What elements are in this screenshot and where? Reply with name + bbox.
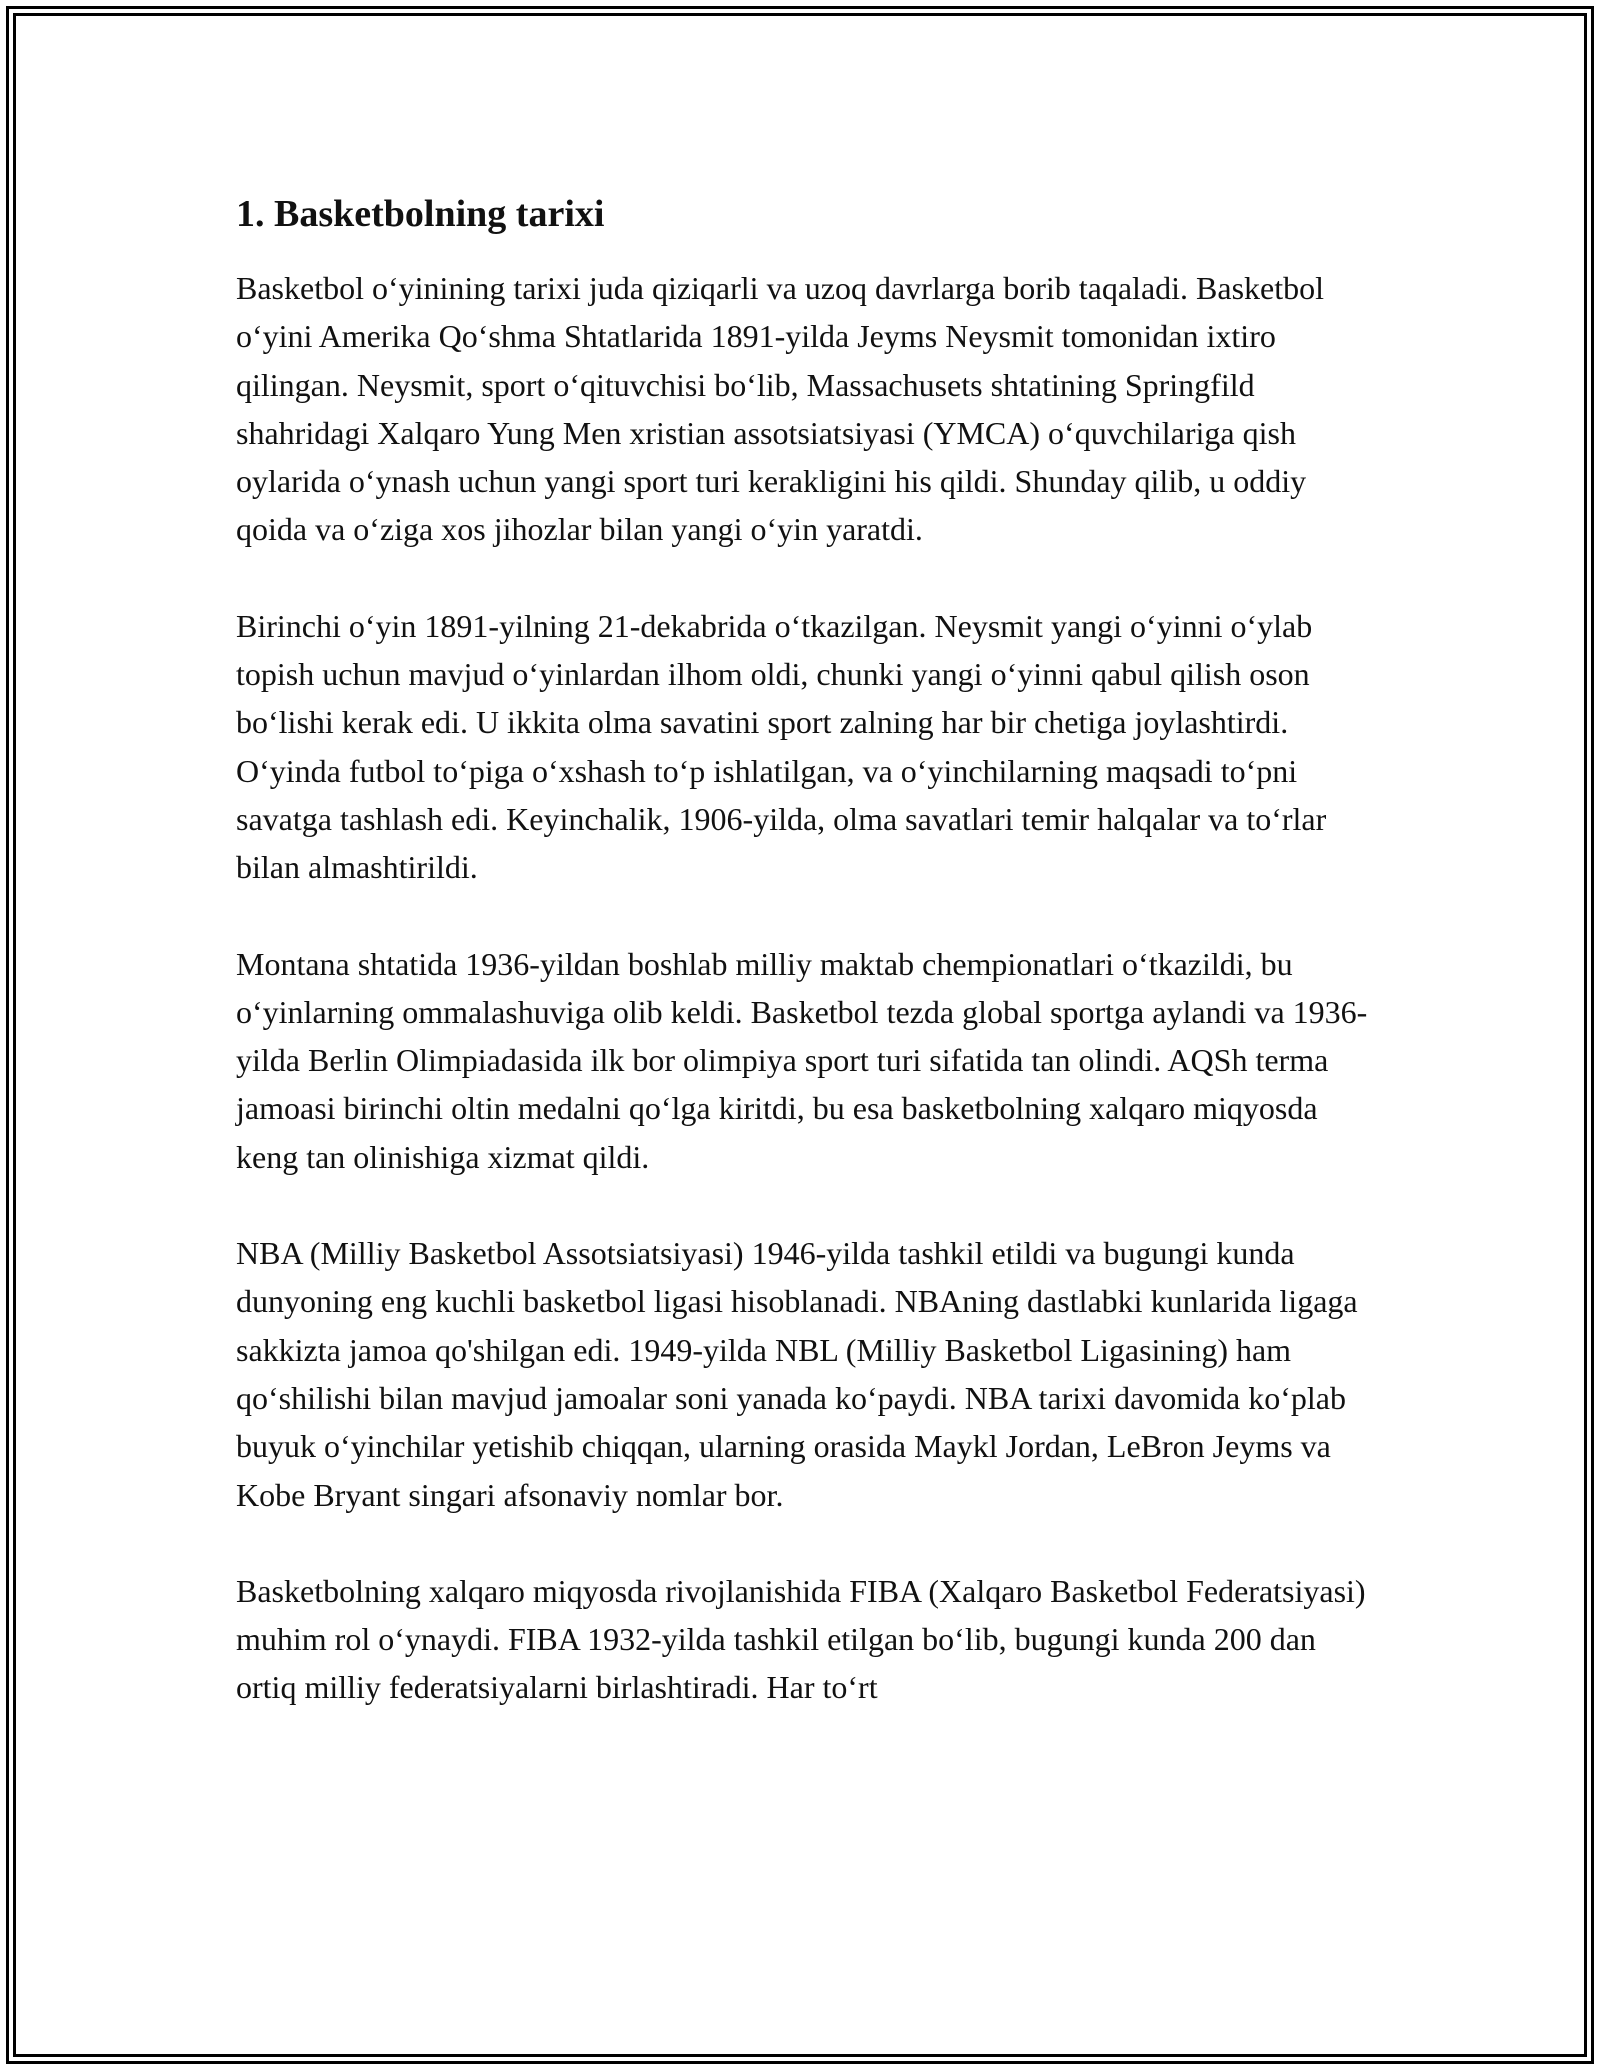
document-body	[236, 184, 1376, 1760]
paragraph-olympics: Montana shtatida 1936-yildan boshlab milliy maktab chempionatlari o‘tkazildi, bu o‘yinlarning ommalashuviga olib keldi. Basketbol tezda global sportga aylandi va 1936-yilda Berlin Olimpiadasida ilk bor olimpiya sport turi sifatida tan olindi. AQSh terma jamoasi birinchi oltin medalni qo‘lga kiritdi, bu esa basketbolning xalqaro miqyosda keng tan olinishiga xizmat qildi.	[236, 945, 1368, 1175]
paragraph-first-game: Birinchi o‘yin 1891-yilning 21-dekabrida o‘tkazilgan. Neysmit yangi o‘yinni o‘ylab topish uchun mavjud o‘yinlardan ilhom oldi, chunki yangi o‘yinni qabul qilish oson bo‘lishi kerak edi. U ikkita olma savatini sport zalning har bir chetiga joylashtirdi. O‘yinda futbol to‘piga o‘xshash to‘p ishlatilgan, va o‘yinchilarning maqsadi to‘pni savatga tashlash edi. Keyinchalik, 1906-yilda, olma savatlari temir halqalar va to‘rlar bilan almashtirildi.	[236, 607, 1327, 886]
paragraph-nba: NBA (Milliy Basketbol Assotsiatsiyasi) 1946-yilda tashkil etildi va bugungi kunda dunyoning eng kuchli basketbol ligasi hisoblanadi. NBAning dastlabki kunlarida ligaga sakkizta jamoa qo'shilgan edi. 1949-yilda NBL (Milliy Basketbol Ligasining) ham qo‘shilishi bilan mavjud jamoalar soni yanada ko‘paydi. NBA tarixi davomida ko‘plab buyuk o‘yinchilar yetishib chiqqan, ularning orasida Maykl Jordan, LeBron Jeyms va Kobe Bryant singari afsonaviy nomlar bor.	[236, 1235, 1358, 1513]
paragraph-history-intro: Basketbol o‘yinining tarixi juda qiziqarli va uzoq davrlarga borib taqaladi. Basketbol o‘yini Amerika Qo‘shma Shtatlarida 1891-yilda Jeyms Neysmit tomonidan ixtiro qilingan. Neysmit, sport o‘qituvchisi bo‘lib, Massachusets shtatining Springfild shahridagi Xalqaro Yung Men xristian assotsiatsiyasi (YMCA) o‘quvchilariga qish oylarida o‘ynash uchun yangi sport turi kerakligini his qildi. Shunday qilib, u oddiy qoida va o‘ziga xos jihozlar bilan yangi o‘yin yaratdi.	[236, 270, 1325, 548]
section-heading: 1. Basketbolning tarixi	[236, 193, 605, 235]
paragraph-fiba: Basketbolning xalqaro miqyosda rivojlanishida FIBA (Xalqaro Basketbol Federatsiyasi) muhim rol o‘ynaydi. FIBA 1932-yilda tashkil etilgan bo‘lib, bugungi kunda 200 dan ortiq milliy federatsiyalarni birlashtiradi. Har to‘rt	[236, 1572, 1366, 1706]
